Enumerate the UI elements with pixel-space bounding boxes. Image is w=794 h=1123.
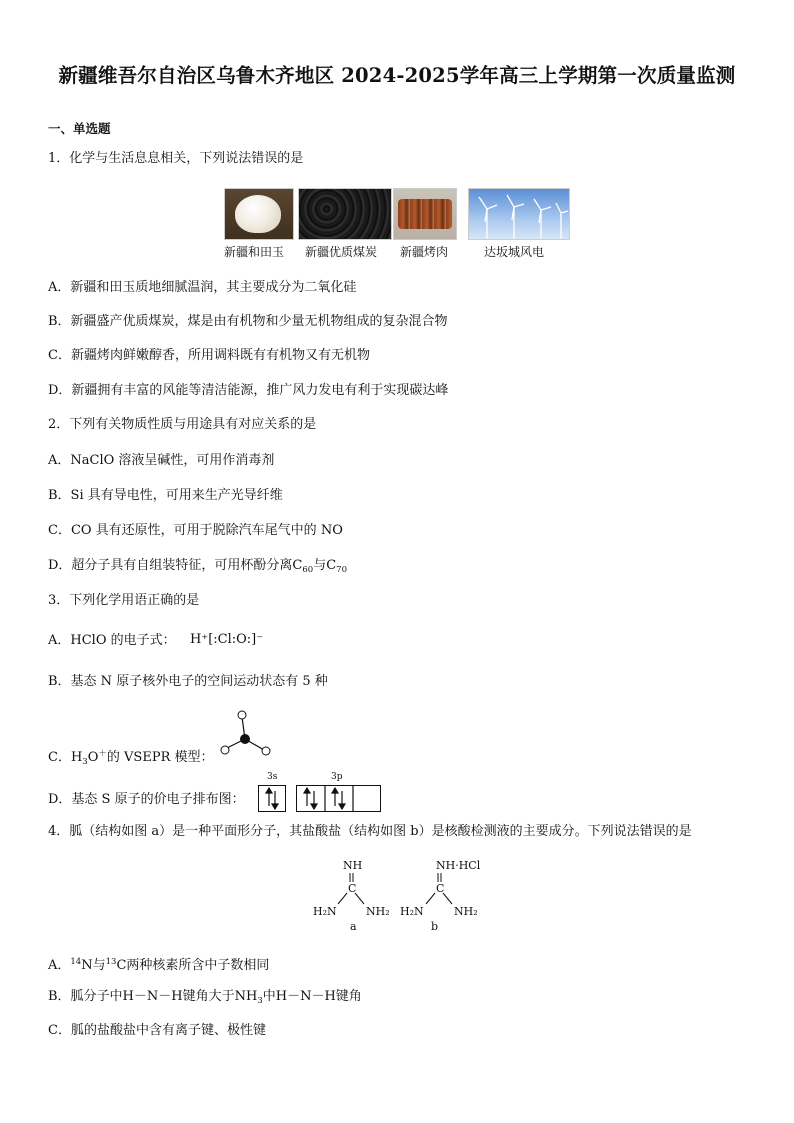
struct-b-right: NH₂ xyxy=(454,905,478,918)
orbital-label-3p: 3p xyxy=(331,772,343,782)
q2-option-a: A．NaClO 溶液呈碱性，可用作消毒剂 xyxy=(48,453,275,468)
q1-stem: 1．化学与生活息息相关，下列说法错误的是 xyxy=(48,151,304,166)
coal-photo xyxy=(298,188,392,240)
q1-option-c: C．新疆烤肉鲜嫩醇香，所用调料既有有机物又有无机物 xyxy=(48,348,370,363)
struct-a-carbon: C xyxy=(348,882,357,895)
section-heading: 一、单选题 xyxy=(48,121,111,136)
q3-stem: 3．下列化学用语正确的是 xyxy=(48,593,200,608)
struct-b-top: NH·HCl xyxy=(436,859,481,872)
struct-b-carbon: C xyxy=(436,882,445,895)
q3-option-b: B．基态 N 原子核外电子的空间运动状态有 5 种 xyxy=(48,674,328,689)
struct-b-label: b xyxy=(431,920,439,933)
caption-jade: 新疆和田玉 xyxy=(224,245,285,259)
jade-photo xyxy=(224,188,294,240)
q4-option-a: A．$^{14}$N与$^{13}$C两种核素所含中子数相同 xyxy=(48,957,270,973)
struct-a-right: NH₂ xyxy=(366,905,390,918)
hclo-electron-formula: H⁺[:Cl:O:]⁻ xyxy=(190,632,264,647)
caption-kebab: 新疆烤肉 xyxy=(400,245,449,259)
q3-option-c: C．$H_3O^+$的 VSEPR 模型： xyxy=(48,749,214,767)
caption-coal: 新疆优质煤炭 xyxy=(305,245,378,259)
q1-option-a: A．新疆和田玉质地细腻温润，其主要成分为二氧化硅 xyxy=(48,280,357,295)
q1-option-b: B．新疆盛产优质煤炭，煤是由有机物和少量无机物组成的复杂混合物 xyxy=(48,314,448,329)
orbital-box-3s xyxy=(258,785,286,812)
q2-stem: 2．下列有关物质性质与用途具有对应关系的是 xyxy=(48,417,317,432)
q4-stem: 4．胍（结构如图 a）是一种平面形分子，其盐酸盐（结构如图 b）是核酸检测液的主要成分。下列说法错误的是 xyxy=(48,824,692,839)
orbital-box-3p xyxy=(296,785,381,812)
q2-option-d: D．超分子具有自组装特征，可用杯酚分离$C_{60}$与$C_{70}$ xyxy=(48,558,347,575)
struct-a-top: NH xyxy=(343,859,363,872)
page-title: 新疆维吾尔自治区乌鲁木齐地区 2024-2025学年高三上学期第一次质量监测 xyxy=(58,64,736,87)
struct-a-label: a xyxy=(350,920,357,933)
q1-option-d: D．新疆拥有丰富的风能等清洁能源，推广风力发电有利于实现碳达峰 xyxy=(48,383,449,398)
q4-option-c: C．胍的盐酸盐中含有离子键、极性键 xyxy=(48,1023,266,1038)
q2-option-c: C．CO 具有还原性，可用于脱除汽车尾气中的 NO xyxy=(48,523,343,538)
struct-a-left: H₂N xyxy=(313,905,337,918)
q3-option-a: A．HClO 的电子式： xyxy=(48,633,176,648)
kebab-photo xyxy=(393,188,457,240)
wind-farm-photo xyxy=(468,188,570,240)
caption-wind: 达坂城风电 xyxy=(484,245,545,259)
q4-option-b: B．胍分子中H－N－H键角大于$NH_3$中H－N－H键角 xyxy=(48,989,362,1006)
q2-option-b: B．Si 具有导电性，可用来生产光导纤维 xyxy=(48,488,283,503)
struct-b-left: H₂N xyxy=(400,905,424,918)
q3-option-d: D．基态 S 原子的价电子排布图： xyxy=(48,792,245,807)
vsepr-model-diagram xyxy=(218,708,274,758)
orbital-label-3s: 3s xyxy=(267,772,278,782)
